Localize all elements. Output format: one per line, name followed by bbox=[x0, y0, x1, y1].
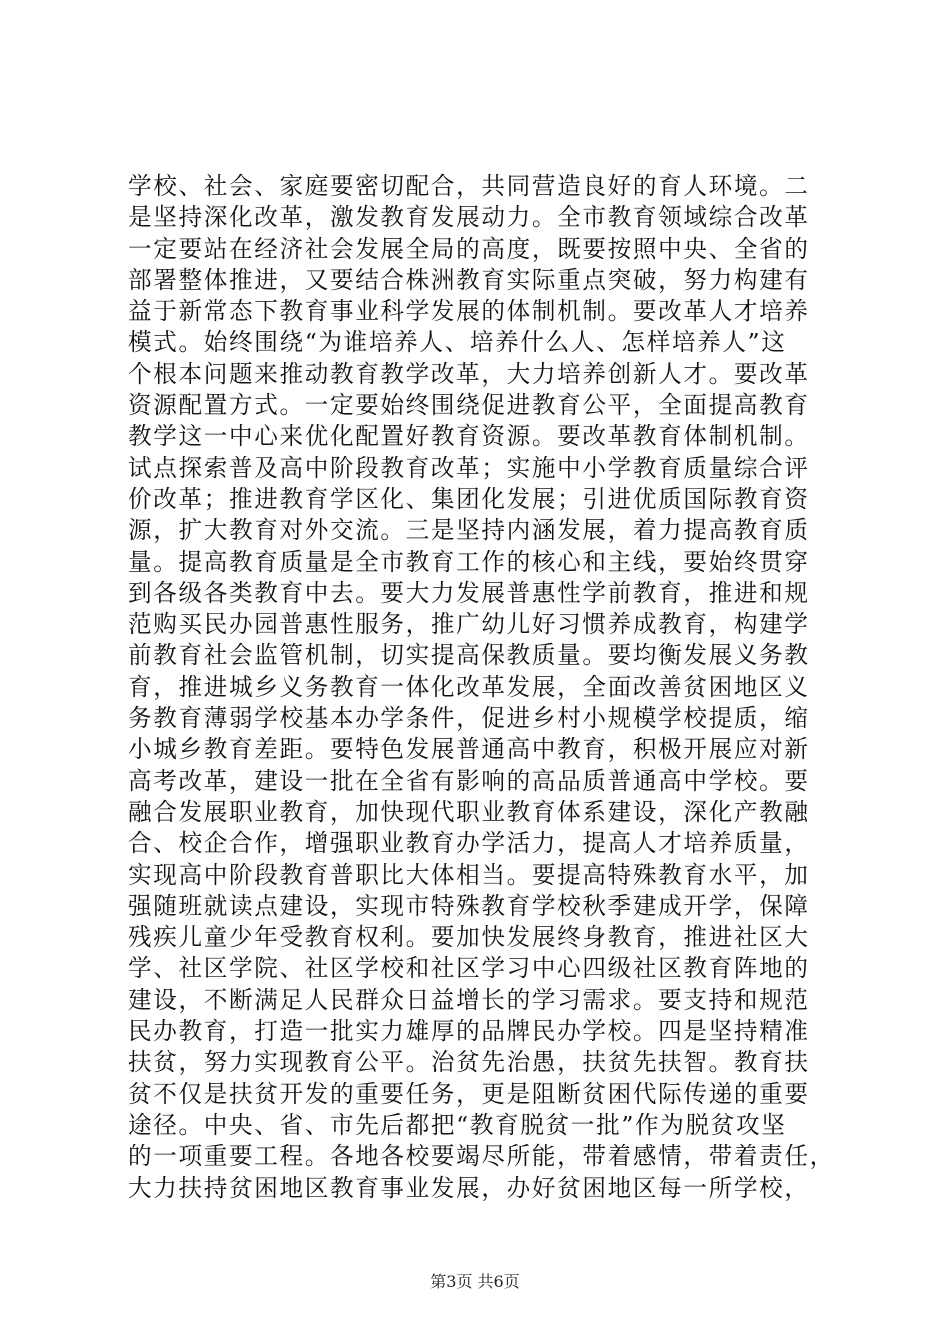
text-line: 源，扩大教育对外交流。三是坚持内涵发展，着力提高教育质 bbox=[128, 516, 810, 545]
text-line: 到各级各类教育中去。要大力发展普惠性学前教育，推进和规 bbox=[128, 578, 810, 607]
text-line: 益于新常态下教育事业科学发展的体制机制。要改革人才培养 bbox=[128, 297, 810, 326]
text-line: 途径。中央、省、市先后都把“教育脱贫一批”作为脱贫攻坚 bbox=[128, 1110, 787, 1139]
body-text bbox=[128, 171, 835, 1204]
text-line: 小城乡教育差距。要特色发展普通高中教育，积极开展应对新 bbox=[128, 735, 810, 764]
text-line: 的一项重要工程。各地各校要竭尽所能，带着感情，带着责任， bbox=[128, 1142, 835, 1171]
text-line: 务教育薄弱学校基本办学条件，促进乡村小规模学校提质，缩 bbox=[128, 704, 810, 733]
page-footer: 第3页 共6页 bbox=[430, 1272, 520, 1291]
text-line: 贫不仅是扶贫开发的重要任务，更是阻断贫困代际传递的重要 bbox=[128, 1079, 810, 1108]
text-line: 学、社区学院、社区学校和社区学习中心四级社区教育阵地的 bbox=[128, 954, 810, 983]
text-line: 一定要站在经济社会发展全局的高度，既要按照中央、全省的 bbox=[128, 234, 810, 263]
text-line: 教学这一中心来优化配置好教育资源。要改革教育体制机制。 bbox=[128, 422, 810, 451]
text-line: 建设，不断满足人民群众日益增长的学习需求。要支持和规范 bbox=[128, 985, 810, 1014]
text-line: 实现高中阶段教育普职比大体相当。要提高特殊教育水平，加 bbox=[128, 860, 810, 889]
text-line: 扶贫，努力实现教育公平。治贫先治愚，扶贫先扶智。教育扶 bbox=[128, 1048, 810, 1077]
text-line: 育，推进城乡义务教育一体化改革发展，全面改善贫困地区义 bbox=[128, 672, 810, 701]
text-line: 价改革；推进教育学区化、集团化发展；引进优质国际教育资 bbox=[128, 484, 810, 513]
text-line: 资源配置方式。一定要始终围绕促进教育公平，全面提高教育 bbox=[128, 391, 810, 420]
text-line: 民办教育，打造一批实力雄厚的品牌民办学校。四是坚持精准 bbox=[128, 1017, 810, 1046]
text-line: 强随班就读点建设，实现市特殊教育学校秋季建成开学，保障 bbox=[128, 891, 810, 920]
text-line: 部署整体推进，又要结合株洲教育实际重点突破，努力构建有 bbox=[128, 265, 810, 294]
text-line: 高考改革，建设一批在全省有影响的高品质普通高中学校。要 bbox=[128, 766, 810, 795]
text-line: 前教育社会监管机制，切实提高保教质量。要均衡发展义务教 bbox=[128, 641, 810, 670]
text-line: 合、校企合作，增强职业教育办学活力，提高人才培养质量， bbox=[128, 829, 810, 858]
text-line: 学校、社会、家庭要密切配合，共同营造良好的育人环境。二 bbox=[128, 172, 810, 200]
text-line: 是坚持深化改革，激发教育发展动力。全市教育领域综合改革 bbox=[128, 203, 810, 232]
text-line: 个根本问题来推动教育教学改革，大力培养创新人才。要改革 bbox=[128, 359, 810, 388]
text-line: 试点探索普及高中阶段教育改革；实施中小学教育质量综合评 bbox=[128, 453, 810, 482]
text-line: 融合发展职业教育，加快现代职业教育体系建设，深化产教融 bbox=[128, 797, 810, 826]
text-line: 范购买民办园普惠性服务，推广幼儿好习惯养成教育，构建学 bbox=[128, 610, 810, 639]
text-line: 量。提高教育质量是全市教育工作的核心和主线，要始终贯穿 bbox=[128, 547, 810, 576]
text-line: 模式。始终围绕“为谁培养人、培养什么人、怎样培养人”这 bbox=[128, 328, 787, 357]
text-line: 大力扶持贫困地区教育事业发展，办好贫困地区每一所学校， bbox=[128, 1173, 810, 1202]
text-line: 残疾儿童少年受教育权利。要加快发展终身教育，推进社区大 bbox=[128, 923, 810, 952]
